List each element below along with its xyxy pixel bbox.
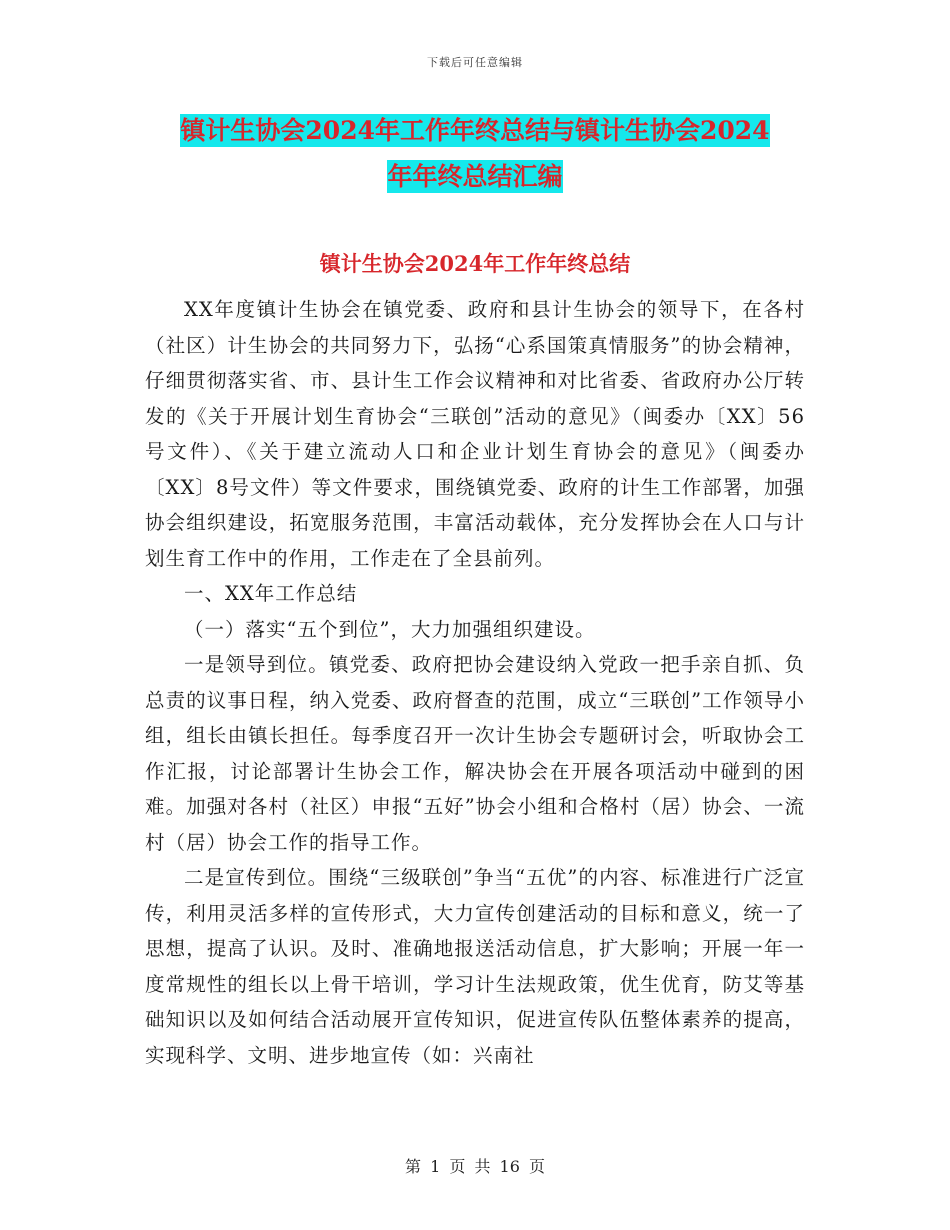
header-note: 下载后可任意编辑 xyxy=(427,56,523,69)
body-text xyxy=(145,292,805,1073)
paragraph-heading-1: 一、XX年工作总结 xyxy=(184,582,358,605)
document-title-line-1: 镇计生协会2024年工作年终总结与镇计生协会2024 xyxy=(180,116,770,145)
page-footer: 第 1 页 共 16 页 xyxy=(405,1157,545,1176)
paragraph-publicity: 二是宣传到位。围绕“三级联创”争当“五优”的内容、标准进行广泛宣传，利用灵活多样的宣传形式，大力宣传创建活动的目标和意义，统一了思想，提高了认识。及时、准确地报送活动信息，扩大影响；开展一年一度常规性的组长以上骨干培训，学习计生法规政策，优生优育，防艾等基础知识以及如何结合活动展开宣传知识，促进宣传队伍整体素养的提高，实现科学、文明、进步地宣传（如：兴南社 xyxy=(145,866,805,1067)
document-title xyxy=(150,108,800,200)
document-title-line-2: 年年终总结汇编 xyxy=(387,162,563,191)
paragraph-leadership: 一是领导到位。镇党委、政府把协会建设纳入党政一把手亲自抓、负总责的议事日程，纳入党委、政府督查的范围，成立“三联创”工作领导小组，组长由镇长担任。每季度召开一次计生协会专题研讨会，听取协会工作汇报，讨论部署计生协会工作，解决协会在开展各项活动中碰到的困难。加强对各村（社区）申报“五好”协会小组和合格村（居）协会、一流村（居）协会工作的指导工作。 xyxy=(145,653,805,854)
paragraph-intro: XX年度镇计生协会在镇党委、政府和县计生协会的领导下，在各村（社区）计生协会的共同努力下，弘扬“心系国策真情服务”的协会精神，仔细贯彻落实省、市、县计生工作会议精神和对比省委、省政府办公厅转发的《关于开展计划生育协会“三联创”活动的意见》（闽委办〔XX〕56号文件）、《关于建立流动人口和企业计划生育协会的意见》（闽委办〔XX〕8号文件）等文件要求，围绕镇党委、政府的计生工作部署，加强协会组织建设，拓宽服务范围，丰富活动载体，充分发挥协会在人口与计划生育工作中的作用，工作走在了全县前列。 xyxy=(145,298,805,570)
paragraph-subheading-1: （一）落实“五个到位”，大力加强组织建设。 xyxy=(184,617,596,641)
section-title: 镇计生协会2024年工作年终总结 xyxy=(319,251,631,276)
